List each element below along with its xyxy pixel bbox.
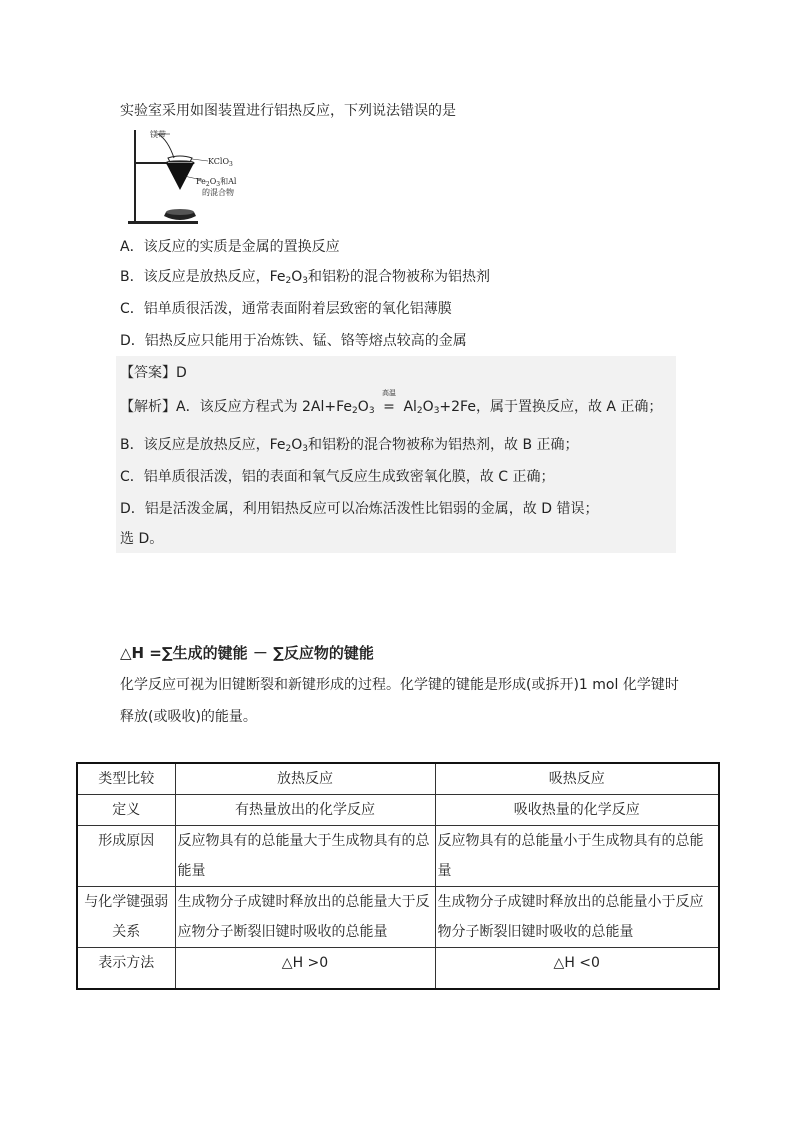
label-mg-ribbon: 镁带 bbox=[150, 130, 166, 139]
analysis-c: C．铝单质很活泼，铝的表面和氧气反应生成致密氧化膜，故 C 正确； bbox=[120, 469, 555, 485]
exo-cell: 反应物具有的总能量大于生成物具有的总能量 bbox=[175, 826, 435, 887]
high-temp-equals: 高温 = bbox=[382, 389, 396, 415]
endo-cell: 吸收热量的化学反应 bbox=[435, 795, 719, 826]
analysis-b: B．该反应是放热反应，$Fe_2O_3$和铝粉的混合物被称为铝热剂，故 B 正确； bbox=[120, 437, 579, 454]
section-heading: △H =∑生成的键能 － ∑反应物的键能 bbox=[120, 644, 374, 662]
table-header: 放热反应 bbox=[175, 763, 435, 795]
table-row bbox=[77, 826, 719, 887]
endo-cell: 反应物具有的总能量小于生成物具有的总能量 bbox=[435, 826, 719, 887]
row-label: 定义 bbox=[77, 795, 175, 826]
table-header: 吸热反应 bbox=[435, 763, 719, 795]
analysis-d: D．铝是活泼金属，利用铝热反应可以冶炼活泼性比铝弱的金属，故 D 错误； bbox=[120, 501, 599, 517]
exo-cell: 有热量放出的化学反应 bbox=[175, 795, 435, 826]
sand bbox=[166, 209, 194, 215]
stand-base bbox=[128, 221, 198, 224]
table-row bbox=[77, 795, 719, 826]
section-paragraph-line2: 释放(或吸收)的能量。 bbox=[120, 709, 257, 725]
option-d: D．铝热反应只能用于冶炼铁、锰、铬等熔点较高的金属 bbox=[120, 333, 467, 349]
option-c: C．铝单质很活泼，通常表面附着层致密的氧化铝薄膜 bbox=[120, 301, 452, 317]
table-header: 类型比较 bbox=[77, 763, 175, 795]
question-title: 实验室采用如图装置进行铝热反应，下列说法错误的是 bbox=[120, 103, 456, 119]
analysis-a: 【解析】A．该反应方程式为 $2Al+Fe_2O_3$ 高温 = $Al_2O_3+2Fe$，属于置换反应，故 A 正确； bbox=[120, 389, 663, 416]
option-b: B．该反应是放热反应，$Fe_2O_3$和铝粉的混合物被称为铝热剂 bbox=[120, 269, 491, 286]
apparatus-diagram bbox=[124, 128, 254, 228]
row-label: 表示方法 bbox=[77, 948, 175, 990]
endo-cell: △H <0 bbox=[435, 948, 719, 990]
section-paragraph-line1: 化学反应可视为旧键断裂和新键形成的过程。化学键的键能是形成(或拆开)1 mol 化学键时 bbox=[120, 677, 679, 693]
clamp-arm bbox=[134, 162, 168, 164]
funnel-mixture bbox=[166, 163, 194, 190]
analysis-choice: 选 D。 bbox=[120, 531, 164, 547]
label-mixture-1: $Fe_2O_3$和Al bbox=[196, 177, 237, 188]
comparison-table bbox=[76, 762, 720, 990]
table-row bbox=[77, 887, 719, 948]
exo-cell: △H >0 bbox=[175, 948, 435, 990]
thermite-apparatus-figure bbox=[124, 128, 254, 228]
table-header-row bbox=[77, 763, 719, 795]
answer-label: 【答案】D bbox=[120, 365, 187, 381]
option-a: A．该反应的实质是金属的置换反应 bbox=[120, 239, 340, 255]
label-kclo3: KClO$_3$ bbox=[208, 157, 233, 168]
row-label: 形成原因 bbox=[77, 826, 175, 887]
exo-cell: 生成物分子成键时释放出的总能量大于反应物分子断裂旧键时吸收的总能量 bbox=[175, 887, 435, 948]
endo-cell: 生成物分子成键时释放出的总能量小于反应物分子断裂旧键时吸收的总能量 bbox=[435, 887, 719, 948]
stand-rod bbox=[134, 130, 136, 222]
label-mixture-2: 的混合物 bbox=[202, 188, 234, 197]
answer-panel bbox=[116, 356, 676, 553]
row-label: 与化学键强弱关系 bbox=[77, 887, 175, 948]
table-row bbox=[77, 948, 719, 990]
